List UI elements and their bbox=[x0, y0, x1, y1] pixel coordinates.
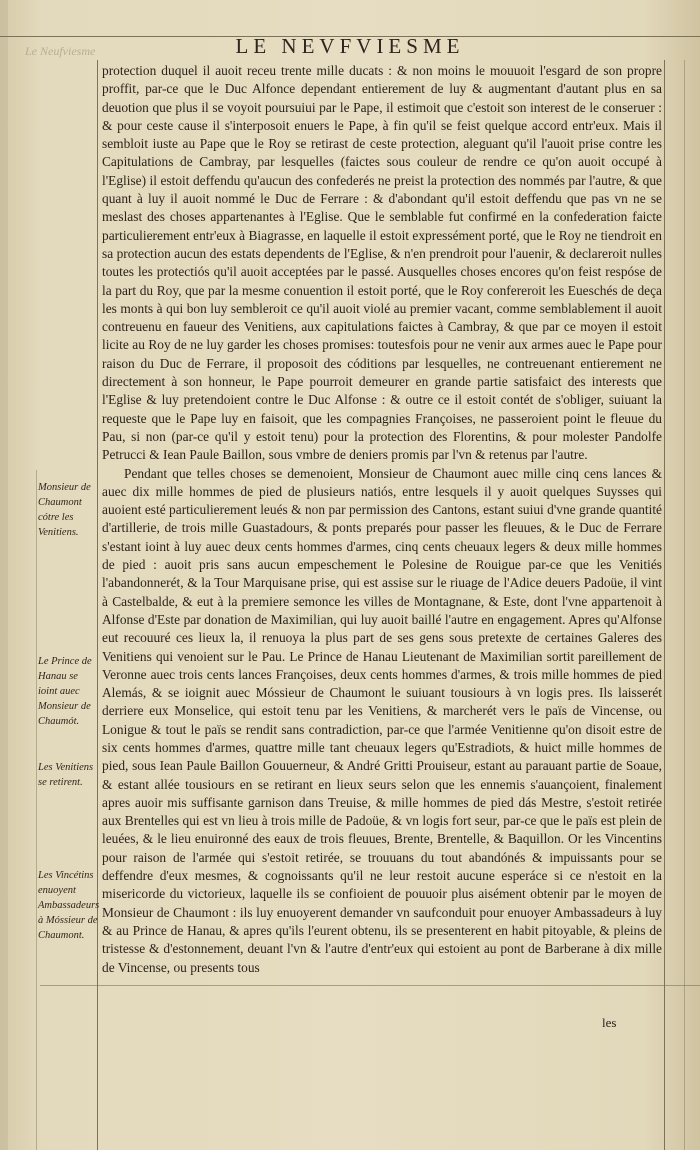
margin-note-chaumont: Monsieur de Chaumont cótre les Venitiens. bbox=[38, 482, 91, 538]
paragraph: protection duquel il auoit receu trente mille ducats : & non moins le mouuoit l'esgard de son propre proffit, par-ce que le Duc Alfonce dependant entierement de luy & augmentant d'autant plus en sa deuotion que plus il se voyoit poursuiui par le Pape, il estimoit que c'estoit son interest de le conseruer : & pour ceste cause il s'interposoit enuers le Pape, à fin qu'il se feist quelque accord entr'eux. Mais il sembloit iuste au Pape que le Roy se retirast de ceste protection, aleguant qu'il l'auoit prise contre les Capitulations de Cambray, par lesquelles (faictes sous couleur de rendre ce qu'on auoit occupé à l'Eglise) il estoit deffendu qu'aucun des confederés ne preist la protection des nommés par l'autre, & que quant à luy il auoit nommé le Duc de Ferrare : & d'abondant qu'il estoit deffendu que pas vn ne se meslast des choses appartenantes à l'Eglise. Que le semblable fut confirmé en la confederation faicte particulierement entr'eux à Biagrasse, en laquelle il estoit expressément porté, que le Roy ne tiendroit en sa protection aucun des estats dependents de l'Eglise, & n'en prendroit pour l'auenir, & declareroit nulles toutes les protectiós qu'il auoit acceptées par le passé. Ausquelles choses encores qu'on feist respóse de la part du Roy, que par la mesme conuention il estoit porté, que le Roy confereroit les Eueschés de deça les monts à qui bon luy sembleroit ce qu'il auoit violé au premier vacant, comme semblablement il auoit contreuenu en faueur des Venitiens, aux capitulations faictes à Cambray, & que par ce moyen il estoit licite au Roy de ne luy garder les choses promises: toutesfois pour ne venir aux armes auec le Pape pour raison du Duc de Ferrare, il proposoit des códitions par lesquelles, ne contreuenant entierement ne directement à son honneur, le Pape pourroit demeurer en grande partie satisfaict des interests que l'Eglise & luy pretendoient contre le Duc Alfonse : & outre ce il estoit contét de s'obliger, suiuant la requeste que le Pape luy en faisoit, que les compagnies Françoises, ne passeroient point le fleuue du Pau, si non (par-ce qu'il y estoit tenu) pour la protection des Florentins, & pour molester Pandolfe Petrucci & Iean Paule Baillon, sous vmbre de deniers promis par l'vn & retenus par l'autre. bbox=[102, 63, 662, 463]
outer-left-rule bbox=[36, 470, 37, 1150]
bottom-rule bbox=[40, 985, 700, 986]
page-edge bbox=[0, 0, 8, 1150]
outer-right-rule bbox=[684, 60, 685, 1150]
main-text bbox=[102, 62, 662, 977]
running-title: Le Neufviesme bbox=[25, 44, 96, 58]
left-column-rule bbox=[97, 60, 98, 1150]
catchword: les bbox=[602, 1015, 617, 1030]
margin-note-vincentins: Les Vincétins enuoyent Ambassadeurs à Móssieur de Chaumont. bbox=[38, 870, 100, 941]
right-column-rule bbox=[664, 60, 665, 1150]
page-header: LE NEVFVIESME bbox=[235, 34, 465, 58]
margin-note-venitiens: Les Venitiens se retirent. bbox=[38, 762, 94, 788]
paragraph: Pendant que telles choses se demenoient, Monsieur de Chaumont auec mille cinq cens lances & auec dix mille hommes de pied de plusieurs natiós, entre lesquels il y auoit quelques Suysses qui auoient esté particulierement leués & non par permission des Cantons, estant suiui d'vne grande quantité d'artillerie, de trois mille Guastadours, & ponts preparés pour passer les fleuues, & le Duc de Ferrare s'estant ioint à luy auec deux cents hommes d'armes, cinq cents cheuaux legers & deux mille hommes de pied : auoit pris sans aucun empeschement le Polesine de Rouigue par-ce que les Venitiés l'abandonnerét, & la Tour Marquisane prise, qui est assise sur le riuage de l'Adice deuers Padoüe, il vint à Castelbalde, & eut à la premiere semonce les villes de Montagnane, & Este, dont l'vne appartenoit à Alfonse d'Este par donation de Maximilian, qui luy auoit baillé l'autre en engagement. Apres qu'Alfonse eut recouuré ces lieux la, il renuoya la plus part de ses gens sous pretexte de certaines Galeres des Venitiens qui venoient sur le Pau. Le Prince de Hanau Lieutenant de Maximilian sortit pareillement de Veronne auec trois cents lances Françoises, deux cents hommes d'armes, & trois mille hommes de pied Alemás, & se ioignit auec Móssieur de Chaumont le suiuant tousiours à vn logis pres. Ils laisserét derriere eux Monselice, qui estoit tenu par les Venitiens, & marcherét vers le païs de Vincense, ou Lonigue & tout le païs se rendit sans contradiction, par-ce que l'armée Venitienne qu'on disoit estre de six cents hommes d'armes, quattre mille tant cheuaux legers qu'Estradiots, & huict mille hommes de pied, sous Iean Paule Baillon Gouuerneur, & André Gritti Prouiseur, estant au parauant partie de Soaue, & estant allée tousiours en se retirant en lieux seurs selon que les ennemis s'auançoient, finalement apres auoir mis suffisante garnison dans Treuise, & mille hommes de pied dás Mestre, s'estoit retirée aux Brentelles qui est vn lieu à trois mille de Padoüe, & vn logis fort seur, par-ce que le païs est plein de leuées, & le lieu enuironné des eaux de trois fleuues, Brente, Brentelle, & Baquillon. Or les Vincentins pour raison de l'armée qui s'estoit retirée, se trouuans du tout abandónés & impuissants pour se deffendre d'eux mesmes, & cognoissants qu'il ne leur restoit aucune esperáce si ce n'estoit en la misericorde du victorieux, laquelle ils se confioient de pouuoir plus aisément obtenir par le moyen de Monsieur de Chaumont : ils luy enuoyerent demander vn saufconduit pour enuoyer Ambassadeurs à luy & au Prince de Hanau, & apres qu'ils l'eurent obtenu, ils se presenterent en habit pitoyable, & pleins de tristesse & d'estonnement, deuant l'vn & l'autre d'entr'eux qui estoient au pont de Barberane à dix mille de Vincense, ou presents tous bbox=[102, 465, 662, 975]
margin-note-hanau: Le Prince de Hanau se ioint auec Monsieur de Chaumót. bbox=[38, 656, 92, 727]
